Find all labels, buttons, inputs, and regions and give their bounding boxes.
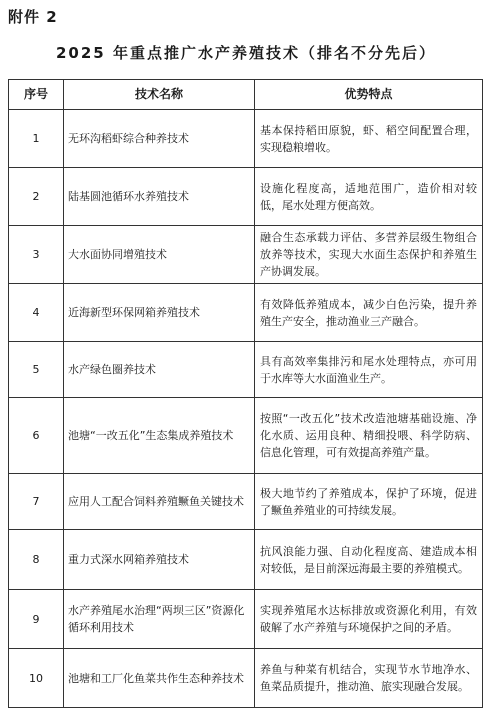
row-advantages: 实现养殖尾水达标排放或资源化利用，有效破解了水产养殖与环境保护之间的矛盾。 <box>255 590 483 649</box>
row-name: 近海新型环保网箱养殖技术 <box>64 284 255 342</box>
header-advantages: 优势特点 <box>255 80 483 110</box>
table-row <box>9 110 483 168</box>
row-name: 无环沟稻虾综合种养技术 <box>64 110 255 168</box>
row-no: 1 <box>9 110 64 168</box>
table-row <box>9 398 483 474</box>
row-advantages: 按照“一改五化”技术改造池塘基础设施、净化水质、运用良种、精细投喂、科学防病、信息化管理，可有效提高养殖产量。 <box>255 398 483 474</box>
table-row <box>9 168 483 226</box>
row-name: 陆基圆池循环水养殖技术 <box>64 168 255 226</box>
row-name: 大水面协同增殖技术 <box>64 226 255 284</box>
row-no: 8 <box>9 530 64 590</box>
row-name: 应用人工配合饲料养殖鳜鱼关键技术 <box>64 474 255 530</box>
table-row <box>9 649 483 708</box>
row-name: 池塘和工厂化鱼菜共作生态种养技术 <box>64 649 255 708</box>
row-no: 6 <box>9 398 64 474</box>
table-row <box>9 530 483 590</box>
document-title: 2025 年重点推广水产养殖技术（排名不分先后） <box>56 44 436 62</box>
table-header-row <box>9 80 483 110</box>
row-advantages: 极大地节约了养殖成本，保护了环境，促进了鳜鱼养殖业的可持续发展。 <box>255 474 483 530</box>
table-row <box>9 226 483 284</box>
row-no: 9 <box>9 590 64 649</box>
table-row <box>9 590 483 649</box>
row-name: 池塘“一改五化”生态集成养殖技术 <box>64 398 255 474</box>
row-no: 5 <box>9 342 64 398</box>
row-advantages: 基本保持稻田原貌，虾、稻空间配置合理，实现稳粮增收。 <box>255 110 483 168</box>
header-name: 技术名称 <box>64 80 255 110</box>
row-advantages: 设施化程度高，适地范围广，造价相对较低，尾水处理方便高效。 <box>255 168 483 226</box>
row-no: 2 <box>9 168 64 226</box>
row-advantages: 融合生态承载力评估、多营养层级生物组合放养等技术，实现大水面生态保护和养殖生产协调发展。 <box>255 226 483 284</box>
attachment-label: 附件 2 <box>8 8 58 26</box>
row-advantages: 养鱼与种菜有机结合，实现节水节地净水、鱼菜品质提升，推动渔、旅实现融合发展。 <box>255 649 483 708</box>
row-name: 水产养殖尾水治理“两坝三区”资源化循环利用技术 <box>64 590 255 649</box>
row-no: 3 <box>9 226 64 284</box>
table-row <box>9 342 483 398</box>
header-no: 序号 <box>9 80 64 110</box>
table-row <box>9 284 483 342</box>
row-no: 7 <box>9 474 64 530</box>
row-no: 4 <box>9 284 64 342</box>
technology-table <box>8 79 483 708</box>
row-name: 水产绿色圈养技术 <box>64 342 255 398</box>
row-no: 10 <box>9 649 64 708</box>
row-advantages: 具有高效率集排污和尾水处理特点，亦可用于水库等大水面渔业生产。 <box>255 342 483 398</box>
row-advantages: 有效降低养殖成本，减少白色污染，提升养殖生产安全，推动渔业三产融合。 <box>255 284 483 342</box>
row-name: 重力式深水网箱养殖技术 <box>64 530 255 590</box>
table-row <box>9 474 483 530</box>
row-advantages: 抗风浪能力强、自动化程度高、建造成本相对较低，是目前深远海最主要的养殖模式。 <box>255 530 483 590</box>
